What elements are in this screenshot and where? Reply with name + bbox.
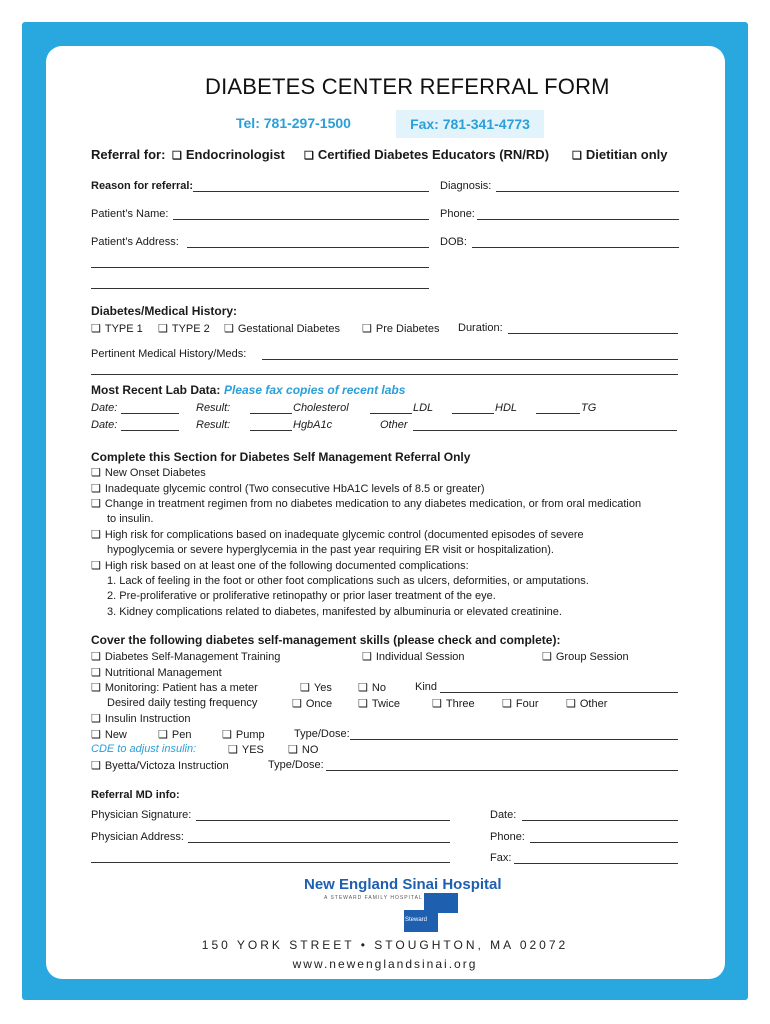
md-date-label: Date:	[490, 809, 517, 821]
high-risk-control-continued: hypoglycemia or severe hyperglycemia in the past year requiring ER visit or hospitalization).	[107, 544, 554, 556]
lab-data-header: Most Recent Lab Data:	[91, 383, 221, 397]
type2-checkbox[interactable]: ❑ TYPE 2	[158, 322, 210, 335]
hdl-input[interactable]	[452, 413, 494, 414]
insulin-pump-checkbox[interactable]: ❑ Pump	[222, 728, 265, 741]
cde-no-checkbox[interactable]: ❑ NO	[288, 743, 318, 756]
testing-frequency-label: Desired daily testing frequency	[107, 697, 258, 709]
reason-label: Reason for referral:	[91, 180, 194, 192]
tg-input[interactable]	[536, 413, 580, 414]
insulin-instruction-checkbox[interactable]: ❑ Insulin Instruction	[91, 712, 190, 725]
kind-label: Kind	[415, 681, 438, 693]
freq-three-checkbox[interactable]: ❑ Three	[432, 697, 475, 710]
patient-address-line-2[interactable]	[91, 267, 429, 268]
md-phone-input[interactable]	[530, 842, 678, 843]
kind-input[interactable]	[440, 692, 678, 693]
telephone-number: Tel: 781-297-1500	[236, 115, 351, 131]
pertinent-history-line-2[interactable]	[91, 374, 678, 375]
tg-label: TG	[581, 402, 597, 414]
new-onset-checkbox[interactable]: ❑ New Onset Diabetes	[91, 466, 206, 479]
byetta-checkbox[interactable]: ❑ Byetta/Victoza Instruction	[91, 759, 229, 772]
hgba1c-label: HgbA1c	[293, 419, 333, 431]
hdl-label: HDL	[495, 402, 518, 414]
lab-result-label-2: Result:	[196, 419, 231, 431]
cde-yes-checkbox[interactable]: ❑ YES	[228, 743, 264, 756]
insulin-typedose-label: Type/Dose:	[294, 728, 350, 740]
patient-address-input[interactable]	[187, 247, 429, 248]
group-session-checkbox[interactable]: ❑ Group Session	[542, 650, 629, 663]
md-info-header: Referral MD info:	[91, 789, 180, 801]
nutrition-checkbox[interactable]: ❑ Nutritional Management	[91, 666, 222, 679]
lab-date-label-1: Date:	[91, 402, 118, 414]
duration-label: Duration:	[458, 322, 503, 334]
footer-website: www.newenglandsinai.org	[292, 957, 478, 971]
phone-label: Phone:	[440, 208, 475, 220]
steward-logo-word: Steward	[405, 917, 428, 923]
physician-signature-label: Physician Signature:	[91, 809, 192, 821]
lab-date-input-2[interactable]	[121, 430, 179, 431]
complication-3: 3. Kidney complications related to diabetes, manifested by albuminuria or elevated creatinine.	[107, 606, 562, 618]
dob-input[interactable]	[472, 247, 679, 248]
cholesterol-input[interactable]	[250, 413, 292, 414]
reason-input[interactable]	[193, 191, 429, 192]
form-title: DIABETES CENTER REFERRAL FORM	[205, 74, 610, 99]
physician-signature-input[interactable]	[196, 820, 450, 821]
lab-other-input[interactable]	[413, 430, 677, 431]
cholesterol-label: Cholesterol	[293, 402, 349, 414]
md-fax-input[interactable]	[514, 863, 678, 864]
referral-endocrinologist-checkbox[interactable]: ❑ Endocrinologist	[172, 147, 285, 162]
pertinent-history-input[interactable]	[262, 359, 678, 360]
lab-date-input-1[interactable]	[121, 413, 179, 414]
dob-label: DOB:	[440, 236, 467, 248]
treatment-change-checkbox[interactable]: ❑ Change in treatment regimen from no diabetes medication to any diabetes medication, or from oral medication	[91, 497, 641, 510]
cde-adjust-insulin-label: CDE to adjust insulin:	[91, 743, 197, 755]
ldl-label: LDL	[413, 402, 434, 414]
physician-address-input[interactable]	[188, 842, 450, 843]
diagnosis-label: Diagnosis:	[440, 180, 492, 192]
treatment-change-continued: to insulin.	[107, 513, 154, 525]
insulin-pen-checkbox[interactable]: ❑ Pen	[158, 728, 191, 741]
lab-other-label: Other	[380, 419, 408, 431]
type1-checkbox[interactable]: ❑ TYPE 1	[91, 322, 143, 335]
individual-session-checkbox[interactable]: ❑ Individual Session	[362, 650, 465, 663]
pertinent-history-label: Pertinent Medical History/Meds:	[91, 348, 247, 360]
physician-address-label: Physician Address:	[91, 831, 184, 843]
referral-for-label: Referral for:	[91, 147, 166, 162]
meter-yes-checkbox[interactable]: ❑ Yes	[300, 681, 332, 694]
skills-header: Cover the following diabetes self-management skills (please check and complete):	[91, 633, 561, 647]
footer-address: 150 YORK STREET • STOUGHTON, MA 02072	[201, 938, 569, 952]
referral-cde-checkbox[interactable]: ❑ Certified Diabetes Educators (RN/RD)	[304, 147, 549, 162]
hospital-logo-subtitle: A STEWARD FAMILY HOSPITAL	[324, 895, 423, 901]
insulin-typedose-input[interactable]	[350, 739, 678, 740]
high-risk-control-checkbox[interactable]: ❑ High risk for complications based on inadequate glycemic control (documented episodes of severe	[91, 528, 584, 541]
history-header: Diabetes/Medical History:	[91, 304, 238, 318]
patient-address-label: Patient’s Address:	[91, 236, 179, 248]
complication-1: 1. Lack of feeling in the foot or other foot complications such as ulcers, deformities, or amputations.	[107, 575, 589, 587]
referral-dietitian-checkbox[interactable]: ❑ Dietitian only	[572, 147, 668, 162]
hospital-logo-name: New England Sinai Hospital	[304, 876, 502, 893]
duration-input[interactable]	[508, 333, 678, 334]
physician-address-line-2[interactable]	[91, 862, 450, 863]
phone-input[interactable]	[477, 219, 679, 220]
patient-address-line-3[interactable]	[91, 288, 429, 289]
md-fax-label: Fax:	[490, 852, 512, 864]
freq-twice-checkbox[interactable]: ❑ Twice	[358, 697, 400, 710]
insulin-new-checkbox[interactable]: ❑ New	[91, 728, 127, 741]
lab-fax-note: Please fax copies of recent labs	[224, 383, 406, 397]
ldl-input[interactable]	[370, 413, 412, 414]
dsm-section-header: Complete this Section for Diabetes Self Management Referral Only	[91, 450, 471, 464]
lab-result-label-1: Result:	[196, 402, 231, 414]
hgba1c-input[interactable]	[250, 430, 292, 431]
fax-number: Fax: 781-341-4773	[396, 110, 544, 138]
dsmt-checkbox[interactable]: ❑ Diabetes Self-Management Training	[91, 650, 280, 663]
monitoring-checkbox[interactable]: ❑ Monitoring: Patient has a meter	[91, 681, 258, 694]
freq-once-checkbox[interactable]: ❑ Once	[292, 697, 332, 710]
md-date-input[interactable]	[522, 820, 678, 821]
meter-no-checkbox[interactable]: ❑ No	[358, 681, 386, 694]
freq-four-checkbox[interactable]: ❑ Four	[502, 697, 539, 710]
byetta-typedose-label: Type/Dose:	[268, 759, 324, 771]
gestational-checkbox[interactable]: ❑ Gestational Diabetes	[224, 322, 340, 335]
complication-2: 2. Pre-proliferative or proliferative retinopathy or prior laser treatment of the eye.	[107, 590, 496, 602]
diagnosis-input[interactable]	[496, 191, 679, 192]
inadequate-control-checkbox[interactable]: ❑ Inadequate glycemic control (Two consecutive HbA1C levels of 8.5 or greater)	[91, 482, 485, 495]
high-risk-complications-checkbox[interactable]: ❑ High risk based on at least one of the following documented complications:	[91, 559, 469, 572]
patient-name-label: Patient’s Name:	[91, 208, 169, 220]
patient-name-input[interactable]	[173, 219, 429, 220]
lab-date-label-2: Date:	[91, 419, 118, 431]
freq-other-checkbox[interactable]: ❑ Other	[566, 697, 607, 710]
prediabetes-checkbox[interactable]: ❑ Pre Diabetes	[362, 322, 439, 335]
byetta-typedose-input[interactable]	[326, 770, 678, 771]
md-phone-label: Phone:	[490, 831, 525, 843]
